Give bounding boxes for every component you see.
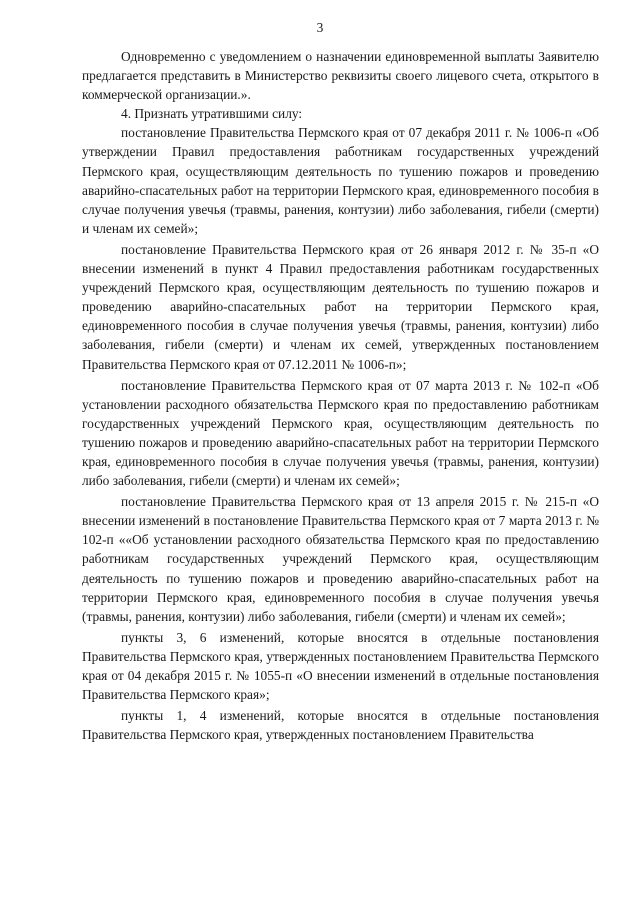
paragraph-resolution-102-p: постановление Правительства Пермского края от 07 марта 2013 г. № 102-п «Об установлении расходного обязательства Пермского края по предоставлению работникам государственных учреждений Пермского края, осуществляющим деятельность по тушению пожаров и проведению аварийно-спасательных работ на территории Пермского края, единовременного пособия в случае получения увечья (травмы, ранения, контузии) либо заболевания, гибели (смерти) и членам их семей»; [82, 377, 599, 489]
paragraph-resolution-1006-p: постановление Правительства Пермского края от 07 декабря 2011 г. № 1006-п «Об утверждении Правил предоставления работникам государственных учреждений Пермского края, осуществляющим деятельность по тушению пожаров и проведению аварийно-спасательных работ на территории Пермского края, единовременного пособия в случае получения увечья (травмы, ранения, контузии) либо заболевания, гибели (смерти) и членам их семей»; [82, 125, 599, 236]
document-body [82, 47, 599, 744]
paragraph-items-3-6: пункты 3, 6 изменений, которые вносятся в отдельные постановления Правительства Пермского края, утвержденных постановлением Правительства Пермского края от 04 декабря 2015 г. № 1055-п «О внесении изменений в отдельные постановления Правительства Пермского края»; [82, 629, 599, 703]
paragraph-resolution-35-p: постановление Правительства Пермского края от 26 января 2012 г. № 35-п «О внесении изменений в пункт 4 Правил предоставления работникам государственных учреждений Пермского края, осуществляющим деятельность по тушению пожаров и проведению аварийно-спасательных работ на территории Пермского края, единовременного пособия в случае получения увечья (травмы, ранения, контузии) либо заболевания, гибели (смерти) и членам их семей, утвержденных постановлением Правительства Пермского края от 07.12.2011 № 1006-п»; [82, 241, 599, 372]
paragraph-resolution-215-p: постановление Правительства Пермского края от 13 апреля 2015 г. № 215-п «О внесении изменений в постановление Правительства Пермского края от 7 марта 2013 г. № 102-п ««Об установлении расходного обязательства Пермского края по предоставлению работникам государственных учреждений Пермского края, осуществляющим деятельность по тушению пожаров и проведению аварийно-спасательных работ на территории Пермского края, единовременного пособия в случае получения увечья (травмы, ранения, контузии) либо заболевания, гибели (смерти) и членам их семей»; [82, 494, 599, 624]
page-number: 3 [316, 20, 324, 35]
paragraph-payment-notice: Одновременно с уведомлением о назначении единовременной выплаты Заявителю предлагается представить в Министерство реквизиты своего лицевого счета, открытого в коммерческой организации.». [82, 49, 599, 103]
paragraph-item-4-heading: 4. Признать утратившими силу: [121, 106, 303, 122]
paragraph-items-1-4: пункты 1, 4 изменений, которые вносятся в отдельные постановления Правительства Пермского края, утвержденных постановлением Правительства [82, 708, 599, 743]
